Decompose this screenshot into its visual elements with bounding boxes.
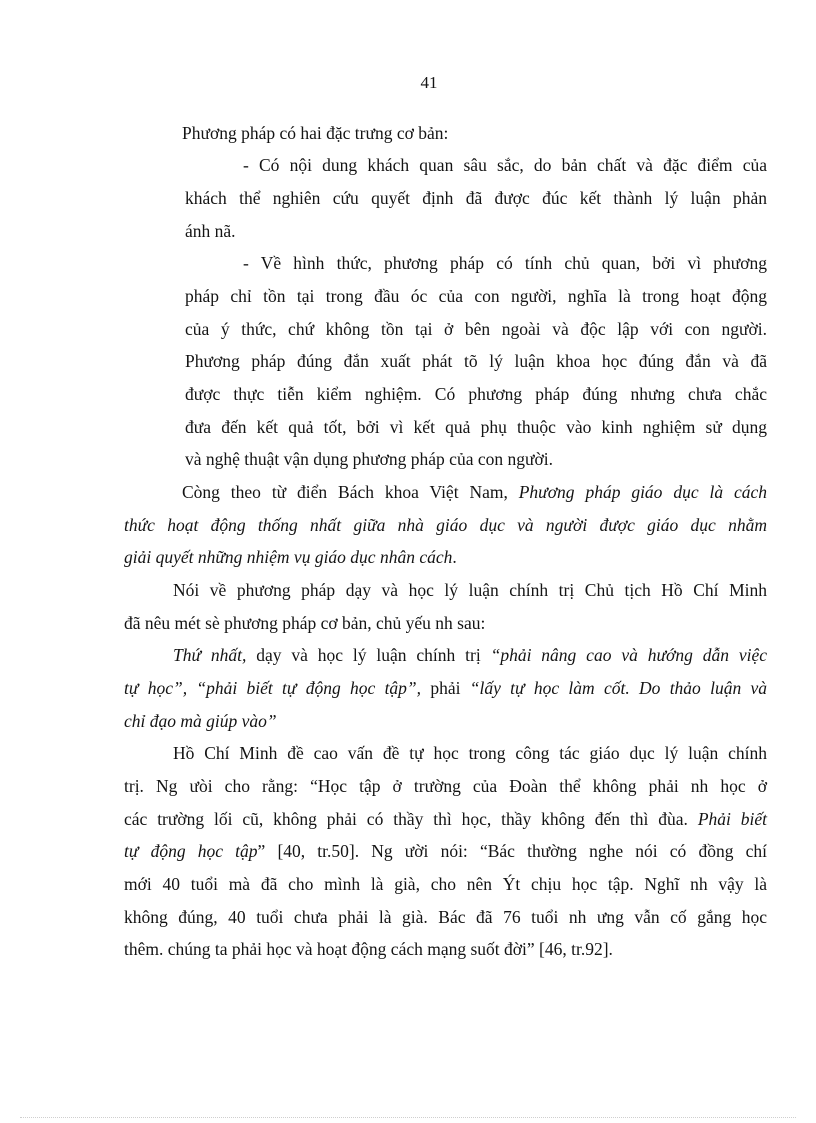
paragraph-line: Phương pháp đúng đắn xuất phát tõ lý luận khoa học đúng đắn và đã [185, 351, 767, 371]
paragraph-line: - Về hình thức, phương pháp có tính chủ quan, bởi vì phương [243, 253, 767, 273]
paragraph-line: pháp chỉ tồn tại trong đầu óc của con người, nghĩa là trong hoạt động [185, 286, 767, 306]
paragraph-line: của ý thức, chứ không tồn tại ở bên ngoài và độc lập với con người. [185, 319, 767, 339]
paragraph-line: - Có nội dung khách quan sâu sắc, do bản chất và đặc điểm của [243, 155, 767, 175]
paragraph-line: Nói về phương pháp dạy và học lý luận chính trị Chủ tịch Hồ Chí Minh [173, 580, 767, 600]
paragraph-line: thêm. chúng ta phải học và hoạt động cách mạng suốt đời” [46, tr.92]. [124, 939, 613, 959]
paragraph-line: được thực tiễn kiểm nghiệm. Có phương pháp đúng nhưng chưa chắc [185, 384, 767, 404]
text-run: phải [430, 678, 461, 698]
paragraph-line: không đúng, 40 tuổi chưa phải là già. Bác đã 76 tuổi nh ưng vẫn cố gắng học [124, 907, 767, 927]
paragraph-line [173, 644, 767, 666]
text-run: các trường lối cũ, không phải có thầy thì học, thầy không đến thì đùa. [124, 809, 688, 829]
paragraph-line: Hồ Chí Minh đề cao vấn đề tự học trong công tác giáo dục lý luận chính [173, 743, 767, 763]
paragraph-line: Phương pháp có hai đặc trưng cơ bản: [182, 123, 449, 143]
paragraph-line: trị. Ng ưòi cho rằng: “Học tập ở trường của Đoàn thể không phải nh học ở [124, 776, 767, 796]
paragraph-line: ánh nã. [185, 221, 236, 241]
quote-run: Thứ nhất, [173, 645, 247, 665]
paragraph-line [182, 481, 767, 503]
quote-run: tự động học tập [124, 841, 258, 861]
paragraph-line: thức hoạt động thống nhất giữa nhà giáo dục và người được giáo dục nhằm [124, 515, 767, 535]
paragraph-line [124, 546, 457, 568]
page-bottom-divider [20, 1117, 796, 1118]
quote-run: “phải nâng cao và hướng dẫn việc [490, 645, 767, 665]
page-number: 41 [420, 73, 438, 92]
paragraph-line: đã nêu mét sè phương pháp cơ bản, chủ yếu nh sau: [124, 613, 486, 633]
paragraph-line [124, 677, 767, 699]
text-run: dạy và học lý luận chính trị [256, 645, 481, 665]
quote-run: giải quyết những nhiệm vụ giáo dục nhân cách [124, 547, 453, 567]
text-run: ” [40, tr.50]. Ng ười nói: “Bác thường nghe nói có đồng chí [257, 841, 767, 861]
quote-run: “lấy tự học làm cốt. Do thảo luận và [469, 678, 768, 698]
paragraph-line [124, 840, 767, 862]
quote-run: Phương pháp giáo dục là cách [518, 482, 767, 502]
paragraph-line: đưa đến kết quả tốt, bởi vì kết quả phụ thuộc vào kinh nghiệm sử dụng [185, 417, 767, 437]
paragraph-line: mới 40 tuổi mà đã cho mình là già, cho nên Ýt chịu học tập. Nghĩ nh vậy là [124, 874, 767, 894]
paragraph-line: chỉ đạo mà giúp vào” [124, 711, 277, 731]
quote-run: Phải biết [697, 809, 767, 829]
text-run: . [452, 547, 457, 567]
paragraph-line: khách thể nghiên cứu quyết định đã được đúc kết thành lý luận phản [185, 188, 767, 208]
paragraph-line [124, 808, 767, 830]
paragraph-line: và nghệ thuật vận dụng phương pháp của con người. [185, 449, 553, 469]
quote-run: tự học”, “phải biết tự động học tập”, [124, 678, 422, 698]
text-run: Còng theo từ điển Bách khoa Việt Nam, [182, 482, 508, 502]
